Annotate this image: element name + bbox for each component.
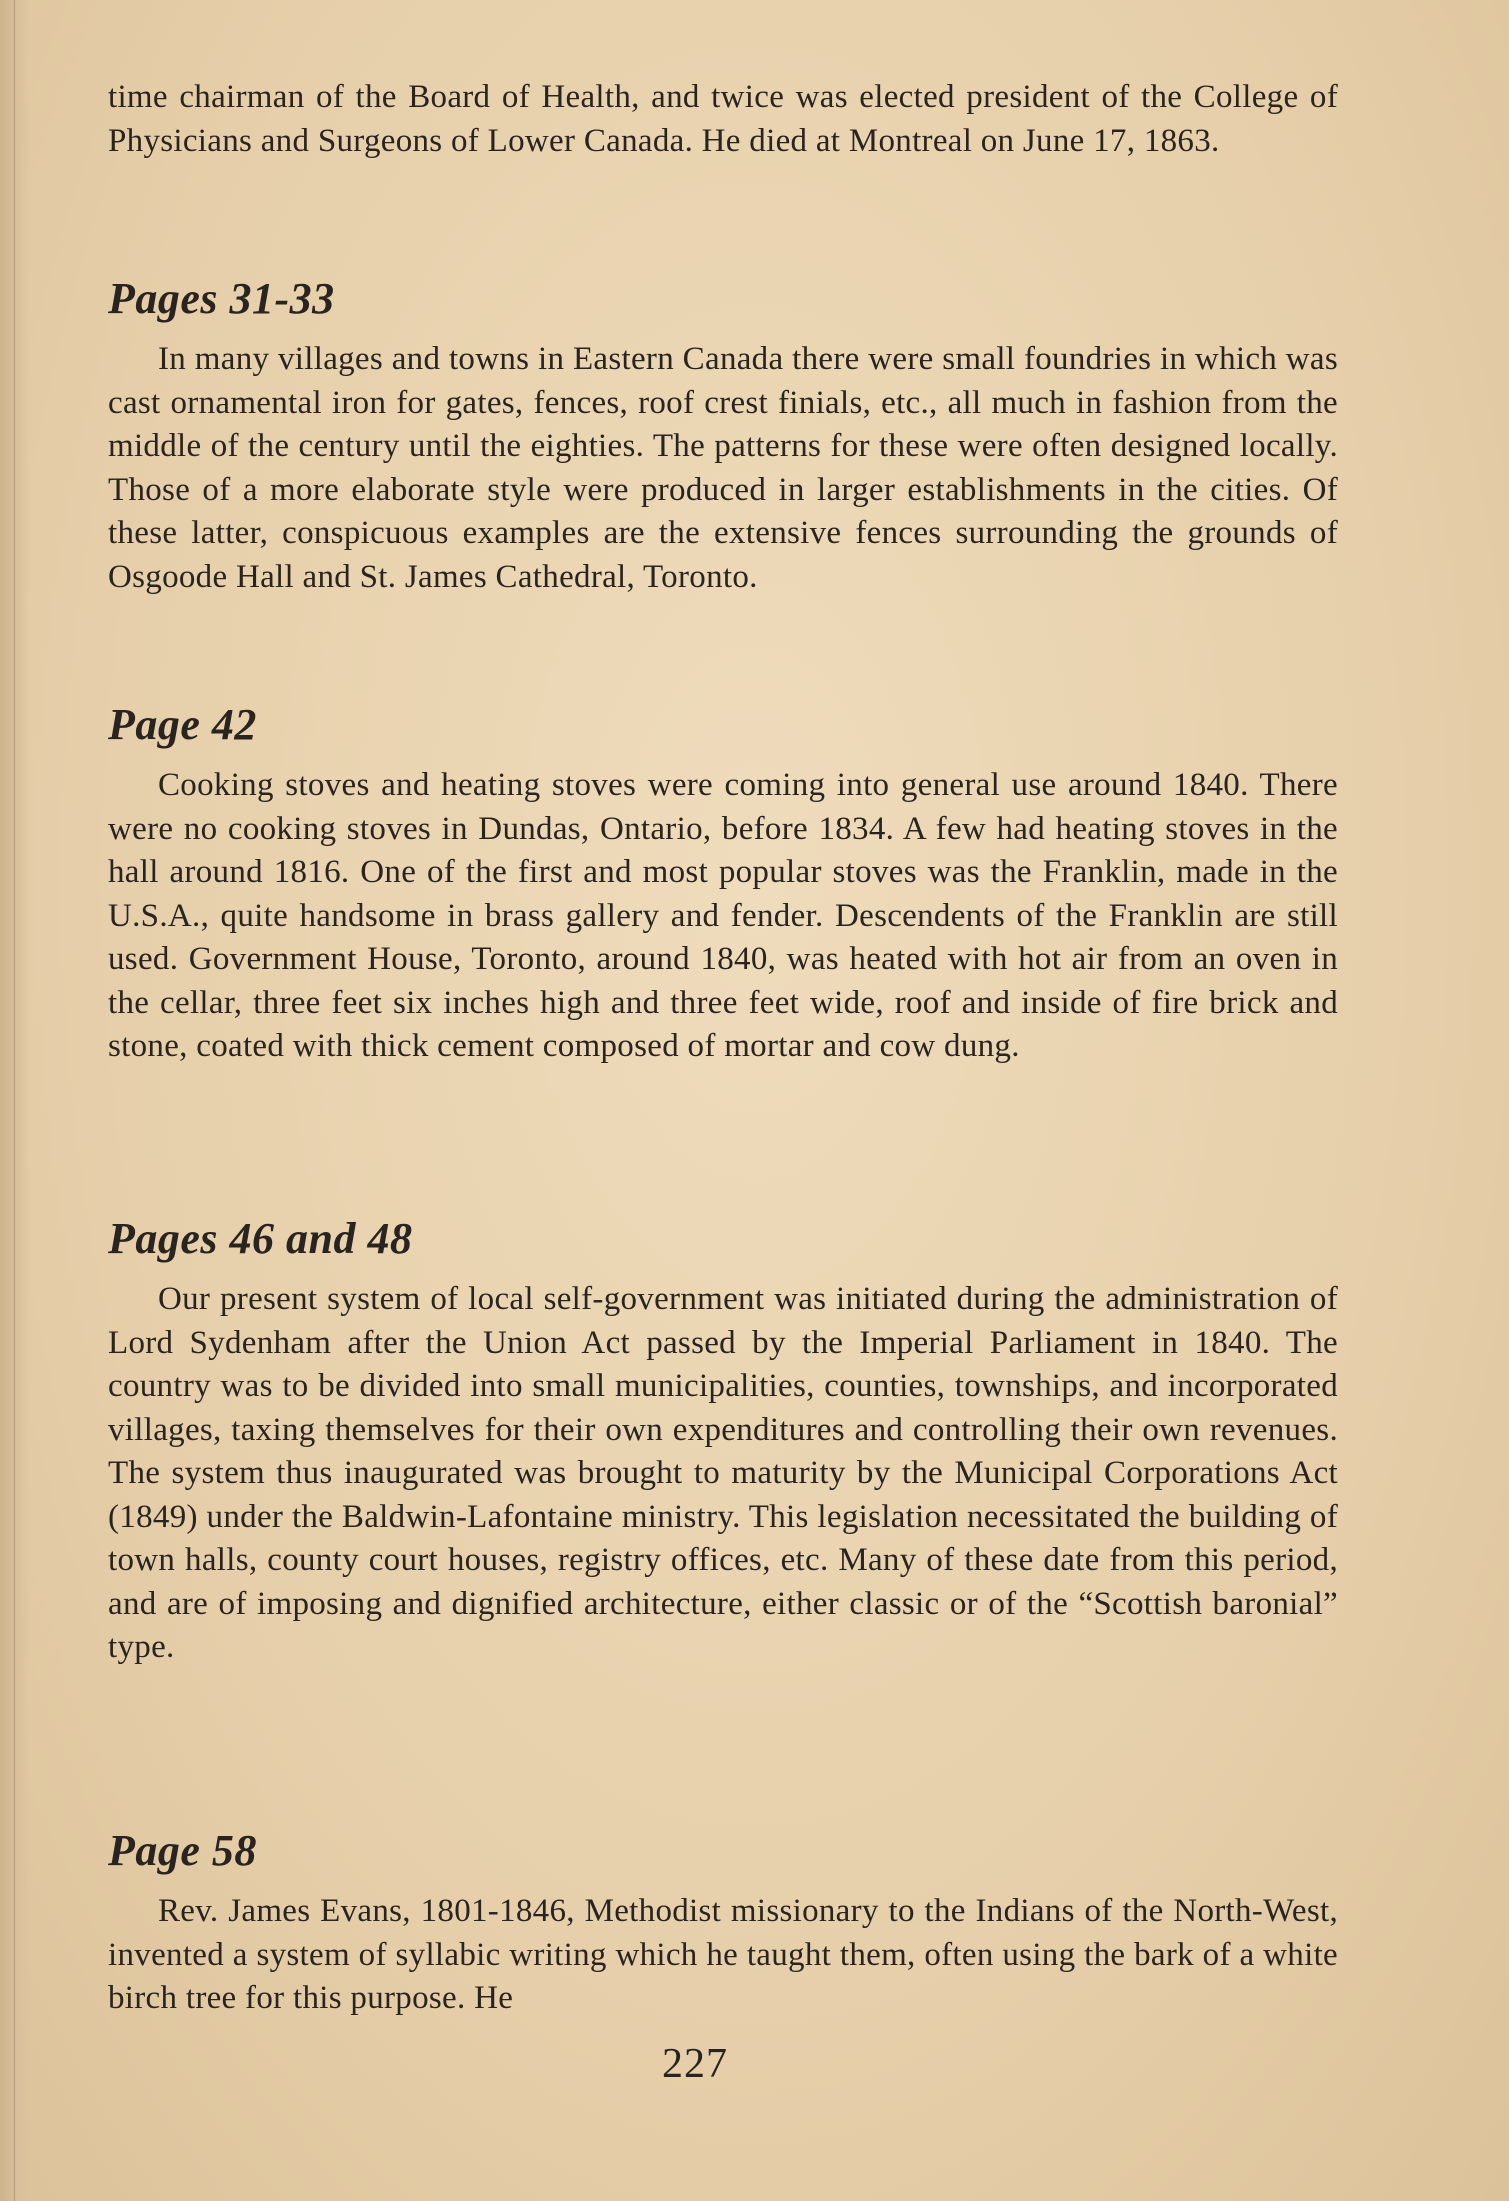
page-binding-shadow: [0, 0, 30, 2201]
section-page-58: [108, 1824, 1338, 2021]
section-heading: Page 42: [108, 700, 257, 749]
section-pages-46-and-48: [108, 1212, 1338, 1670]
section-heading: Page 58: [108, 1826, 257, 1875]
section-body: In many villages and towns in Eastern Canada there were small foundries in which was cast ornamental iron for gates, fences, roof crest finials, etc., all much in fashion from the middle of the century until the eighties. The patterns for these were often designed locally. Those of a more elaborate style were produced in larger establishments in the cities. Of these latter, conspicuous examples are the extensive fences surrounding the grounds of Osgoode Hall and St. James Cathedral, Toronto.: [108, 341, 1338, 595]
section-body: Rev. James Evans, 1801-1846, Methodist missionary to the Indians of the North-West, invented a system of syllabic writing which he taught them, often using the bark of a white birch tree for this purpose. He: [108, 1893, 1338, 2016]
section-page-42: [108, 698, 1338, 1069]
page-number: 227: [662, 2041, 728, 2087]
section-heading: Pages 31-33: [108, 274, 335, 323]
continuation-paragraph: time chairman of the Board of Health, and twice was elected president of the College of Physicians and Surgeons of Lower Canada. He died at Montreal on June 17, 1863.: [108, 79, 1338, 159]
section-body: Cooking stoves and heating stoves were coming into general use around 1840. There were no cooking stoves in Dundas, Ontario, before 1834. A few had heating stoves in the hall around 1816. One of the first and most popular stoves was the Franklin, made in the U.S.A., quite handsome in brass gallery and fender. Descendents of the Franklin are still used. Government House, Toronto, around 1840, was heated with hot air from an oven in the cellar, three feet six inches high and three feet wide, roof and inside of fire brick and stone, coated with thick cement composed of mortar and cow dung.: [108, 767, 1338, 1064]
section-body: Our present system of local self-government was initiated during the administration of Lord Sydenham after the Union Act passed by the Imperial Parliament in 1840. The country was to be divided into small municipalities, counties, townships, and incorporated villages, taxing themselves for their own expenditures and controlling their own revenues. The system thus inaugurated was brought to maturity by the Municipal Corporations Act (1849) under the Baldwin-Lafontaine ministry. This legislation necessitated the building of town halls, county court houses, registry offices, etc. Many of these date from this period, and are of imposing and dignified architecture, either classic or of the “Scottish baronial” type.: [108, 1281, 1338, 1665]
section-heading: Pages 46 and 48: [108, 1214, 413, 1263]
continuation-block: [108, 76, 1338, 163]
section-pages-31-33: [108, 272, 1338, 599]
binding-fold-line: [14, 0, 15, 2201]
